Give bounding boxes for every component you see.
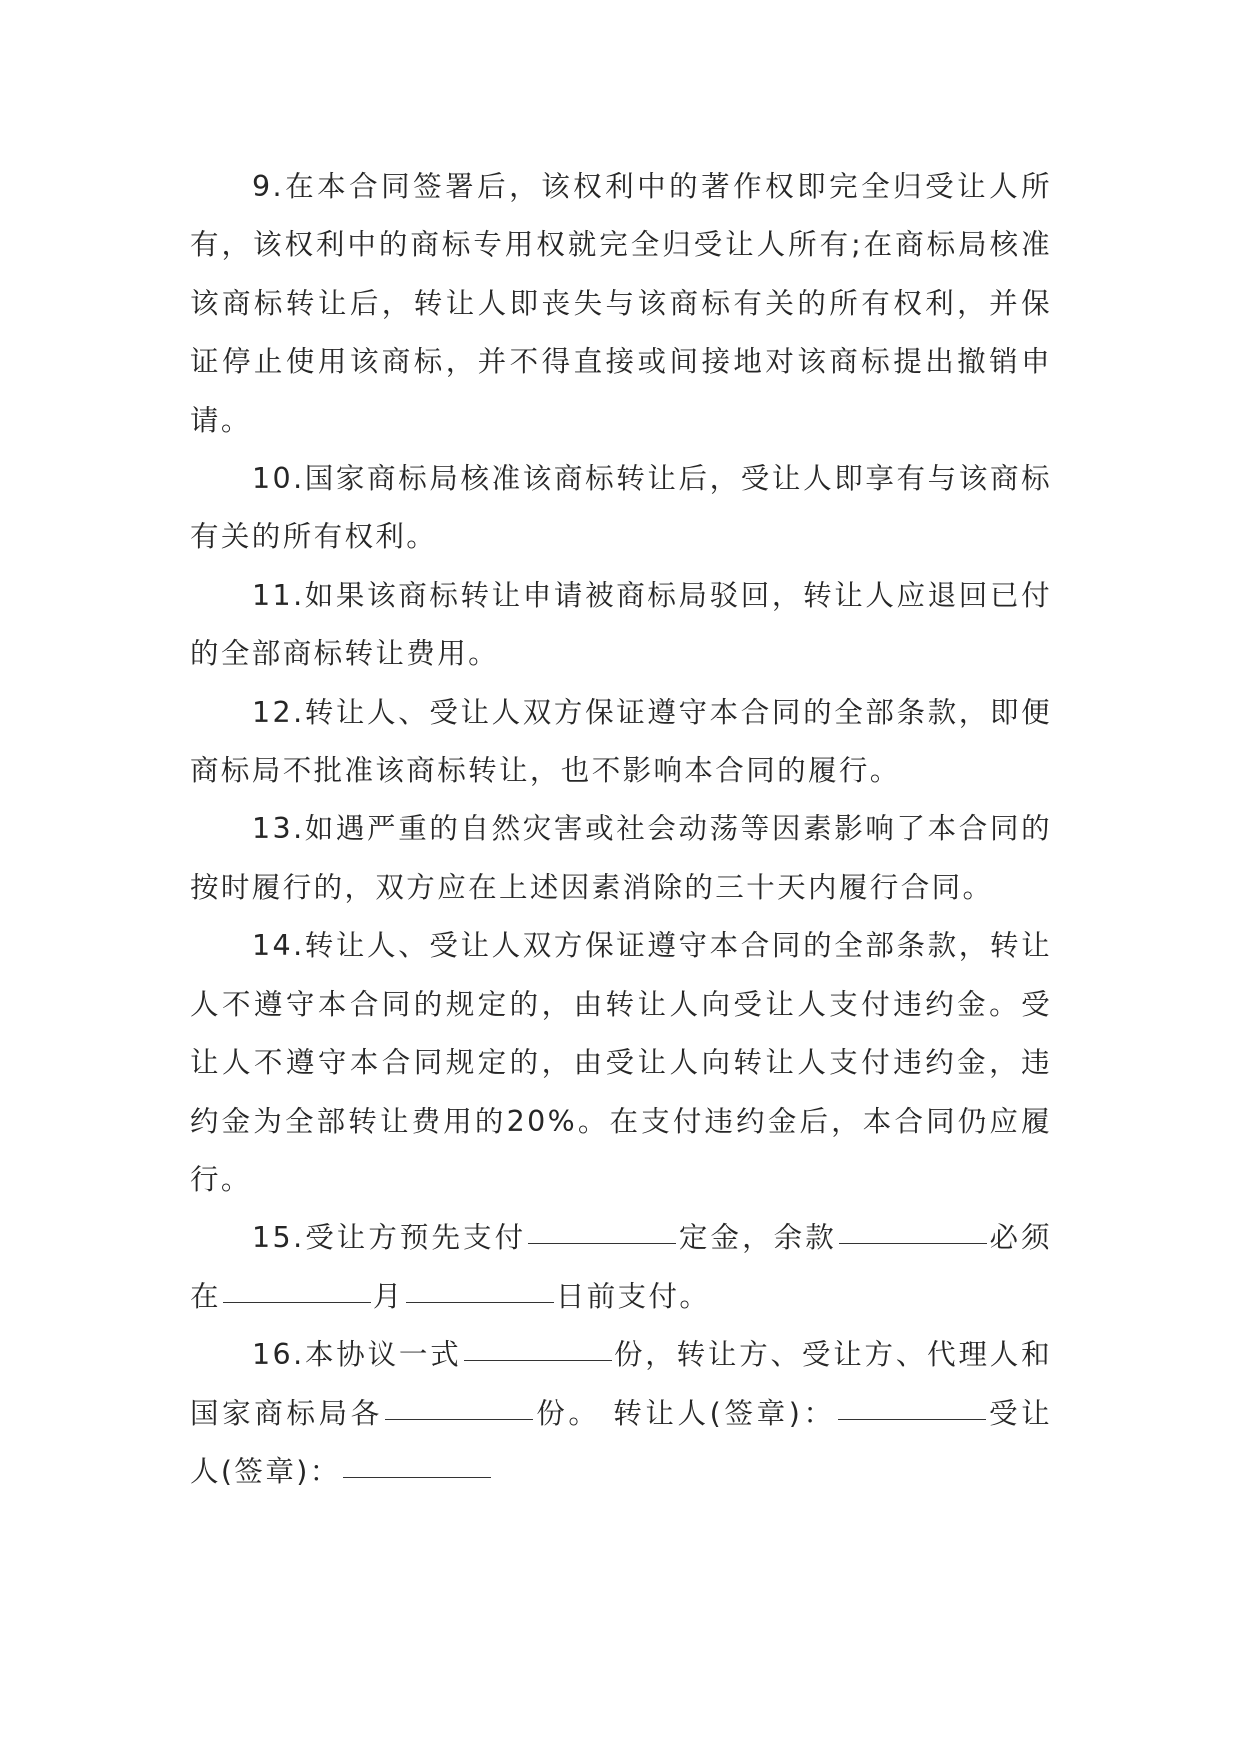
clause-16 [190, 1326, 1052, 1501]
clause-13: 13.如遇严重的自然灾害或社会动荡等因素影响了本合同的按时履行的，双方应在上述因素消除的三十天内履行合同。 [190, 812, 1052, 904]
clause-15-text-3: 必须在 [190, 1221, 1052, 1313]
transferee-signature-blank [343, 1476, 491, 1478]
clause-16-text-1: 16.本协议一式 [252, 1338, 462, 1372]
clause-11: 11.如果该商标转让申请被商标局驳回，转让人应退回已付的全部商标转让费用。 [190, 578, 1052, 671]
clause-9: 9.在本合同签署后，该权利中的著作权即完全归受让人所有，该权利中的商标专用权就完全归受让人所有;在商标局核准该商标转让后，转让人即丧失与该商标有关的所有权利，并保证停止使用该商标，并不得直接或间接地对该商标提出撤销申请。 [190, 170, 1052, 437]
contract-body [190, 158, 1052, 1501]
copies-each-blank [385, 1418, 533, 1420]
clause-10: 10.国家商标局核准该商标转让后，受让人即享有与该商标有关的所有权利。 [190, 462, 1052, 554]
clause-15-text-2: 定金，余款 [678, 1221, 837, 1255]
copies-blank [464, 1359, 612, 1361]
deposit-blank [528, 1242, 676, 1244]
clause-15-text-5: 日前支付。 [555, 1279, 711, 1313]
clause-15 [190, 1209, 1052, 1326]
clause-12: 12.转让人、受让人双方保证遵守本合同的全部条款，即便商标局不批准该商标转让，也不影响本合同的履行。 [190, 695, 1052, 788]
clause-15-text-1: 15.受让方预先支付 [252, 1221, 527, 1255]
day-blank [406, 1301, 554, 1303]
clause-15-text-4: 月 [372, 1279, 404, 1313]
clause-16-text-4: 受让人(签章)： [190, 1396, 1052, 1488]
clause-16-text-2: 份，转让方、受让方、代理人和国家商标局各 [190, 1338, 1052, 1430]
balance-blank [839, 1242, 987, 1244]
clause-14: 14.转让人、受让人双方保证遵守本合同的全部条款，转让人不遵守本合同的规定的，由转让人向受让人支付违约金。受让人不遵守本合同规定的，由受让人向转让人支付违约金，违约金为全部转让费用的20%。在支付违约金后，本合同仍应履行。 [190, 929, 1052, 1196]
month-blank [223, 1301, 371, 1303]
transferor-signature-blank [838, 1418, 986, 1420]
clause-16-text-3: 份。 转让人(签章)： [534, 1396, 836, 1430]
